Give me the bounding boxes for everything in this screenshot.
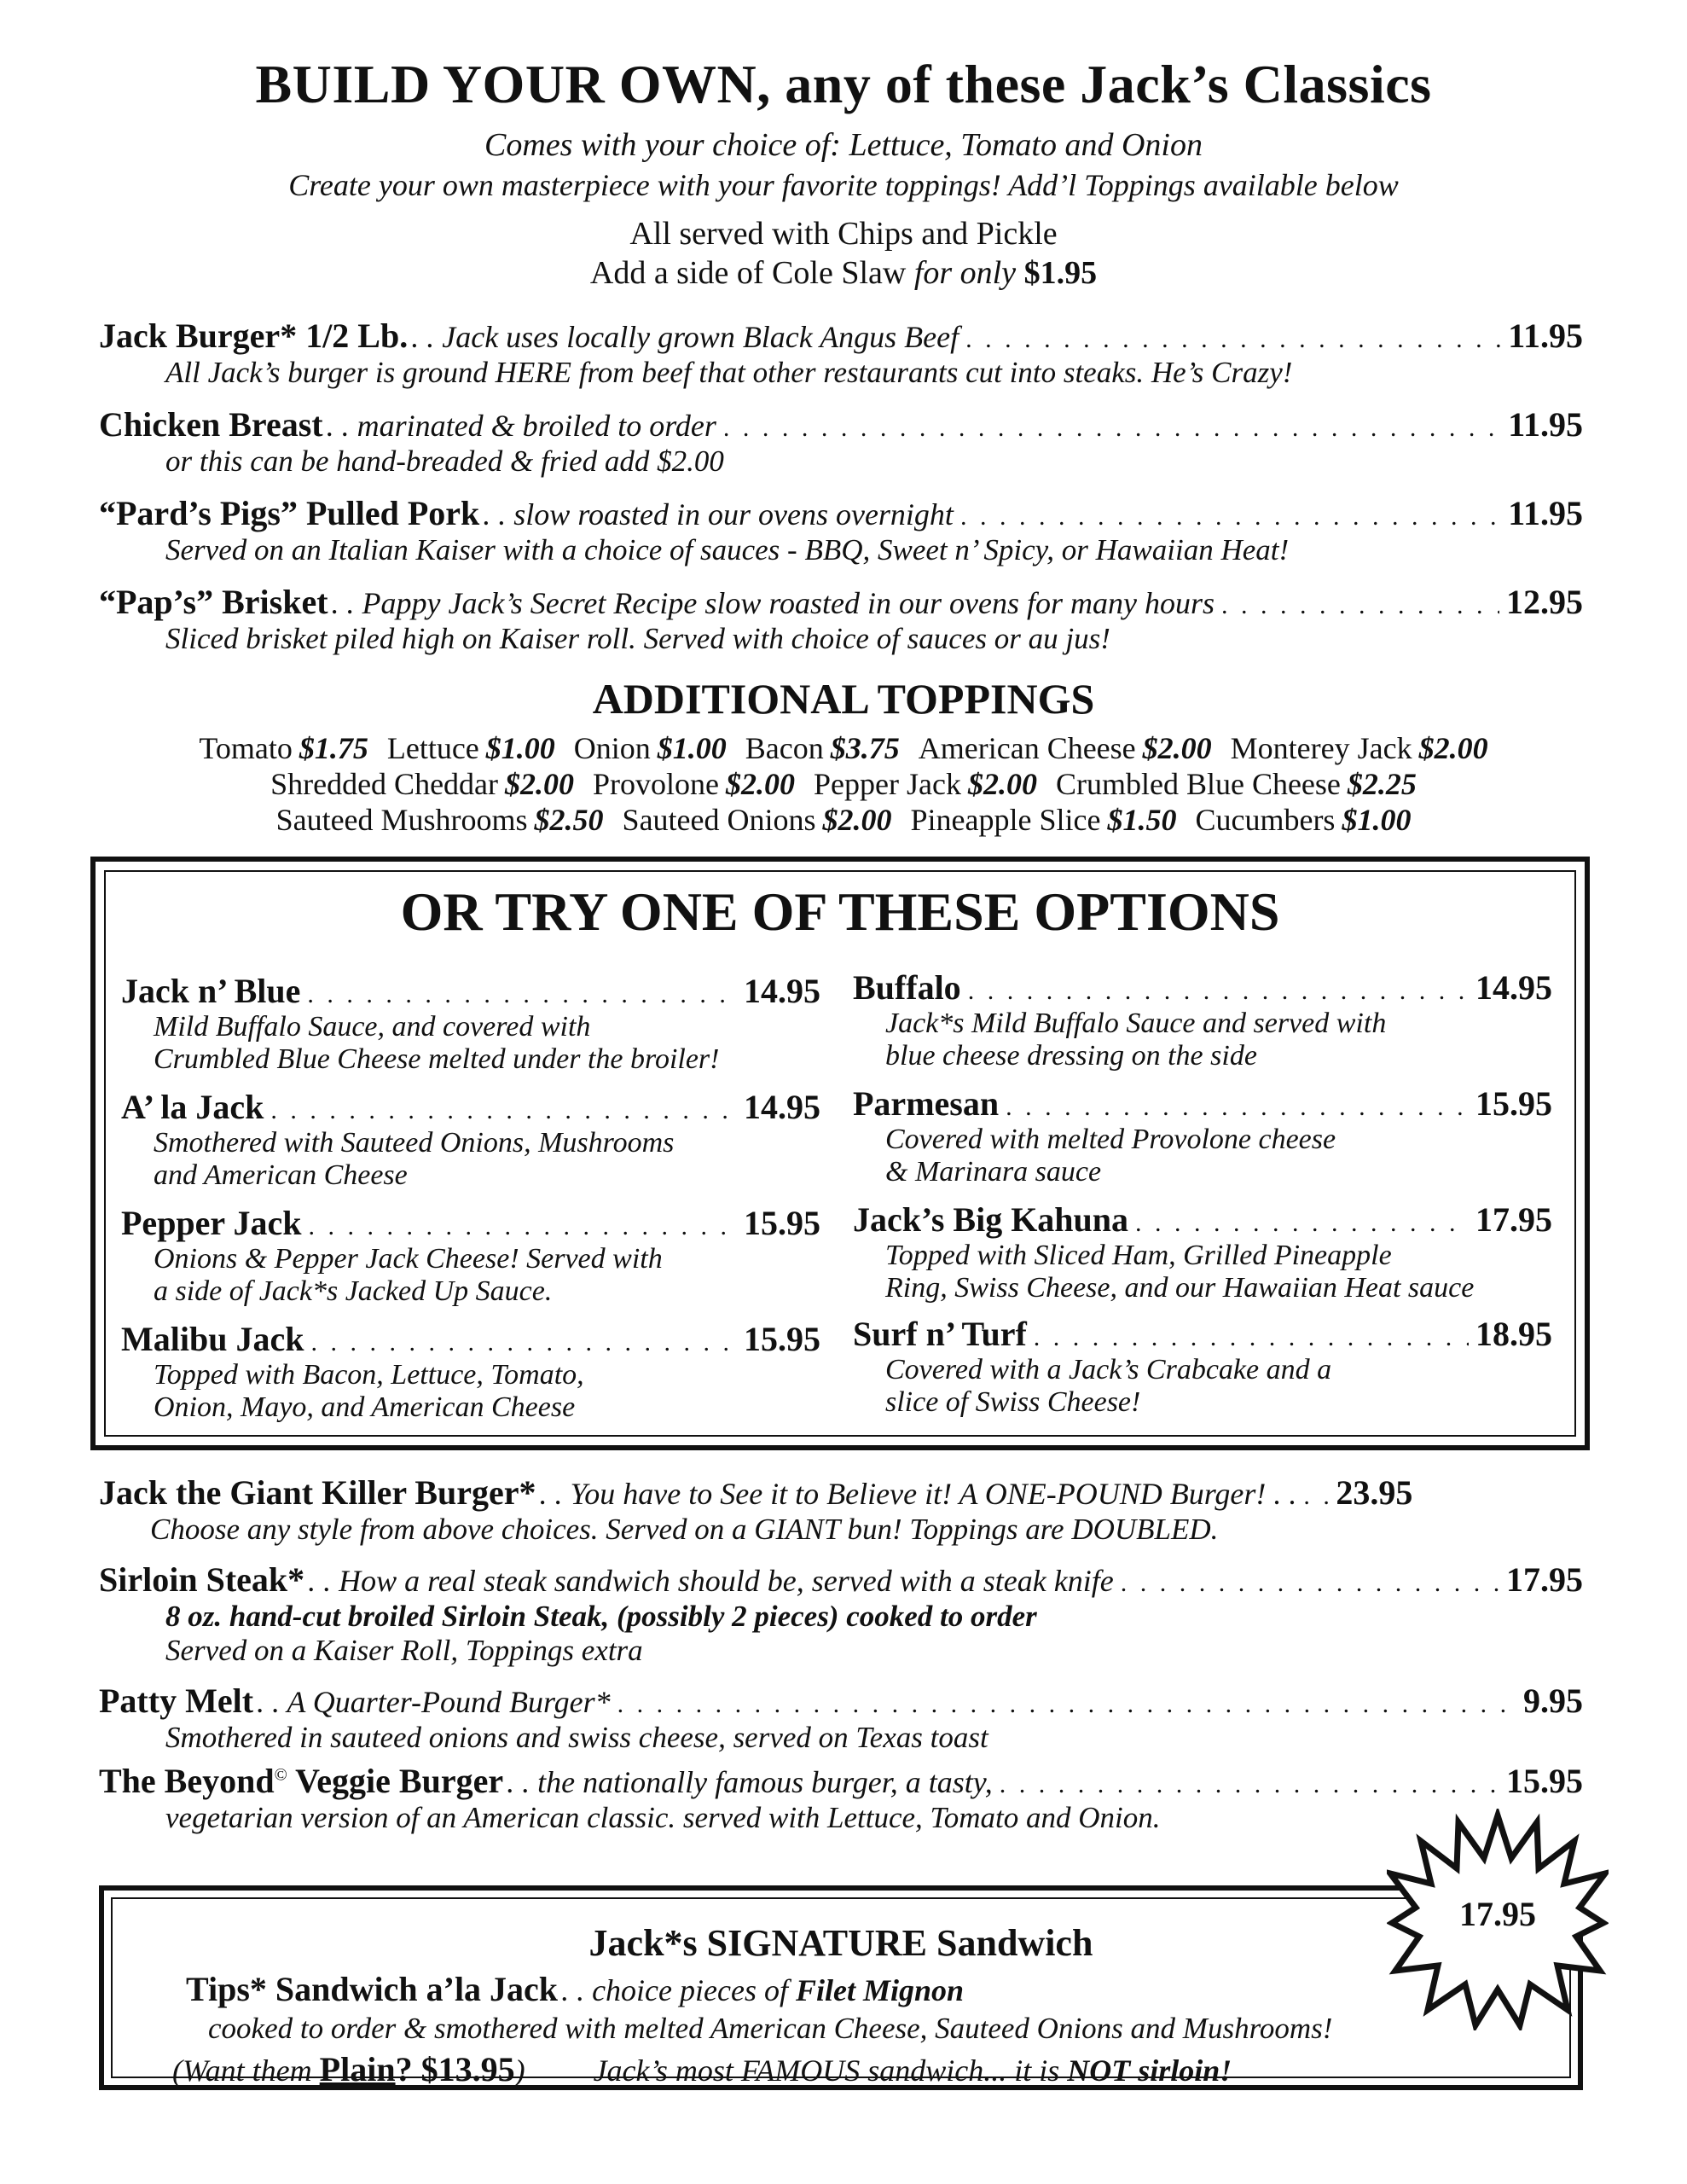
topping-name: Sauteed Mushrooms [275, 803, 528, 837]
item-price: 11.95 [1508, 405, 1583, 444]
topping-price: $2.25 [1347, 767, 1417, 801]
topping-price: $2.00 [726, 767, 796, 801]
leader-dots [310, 1328, 737, 1357]
signature-name: Tips* Sandwich a’la Jack [186, 1970, 559, 2008]
not-sirloin-text: NOT sirloin! [1067, 2053, 1232, 2088]
signature-filet: Filet Mignon [795, 1973, 965, 2007]
options-title: OR TRY ONE OF THESE OPTIONS [400, 881, 1280, 942]
leader-dots [1121, 1569, 1499, 1598]
item-desc: . . You have to See it to Believe it! A ONE-POUND Burger! . . [539, 1477, 1297, 1511]
topping-name: Cucumbers [1195, 803, 1336, 837]
item-note: or this can be hand-breaded & fried add $2.00 [165, 444, 724, 478]
option-jack-n-blue [121, 971, 820, 1076]
item-price: 15.95 [1506, 1762, 1583, 1800]
topping-name: Pepper Jack [814, 767, 961, 801]
topping-price: $1.00 [485, 731, 555, 765]
leader-dots [308, 1212, 737, 1241]
leader-dots [1006, 1093, 1469, 1122]
plain-price: ? $13.95 [395, 2050, 515, 2088]
leader-dots [1000, 1770, 1499, 1799]
option-price: 18.95 [1475, 1315, 1552, 1353]
plain-text: (Want them [172, 2053, 320, 2088]
topping-name: Pineapple Slice [910, 803, 1101, 837]
option-surf-n-turf [853, 1314, 1552, 1419]
signature-price: 17.95 [1459, 1895, 1536, 1933]
menu-item-chicken-breast [99, 404, 1583, 479]
option-desc-2: Ring, Swiss Cheese, and our Hawaiian Heat sauce [885, 1272, 1475, 1304]
signature-box [99, 1885, 1583, 2090]
header-chips-line: All served with Chips and Pickle [629, 216, 1058, 252]
option-name: Surf n’ Turf [853, 1315, 1027, 1353]
toppings-row-2 [0, 766, 1687, 802]
topping-name: Monterey Jack [1230, 731, 1412, 765]
item-desc: . . slow roasted in our ovens overnight [483, 497, 954, 531]
signature-plain-line [172, 2049, 1232, 2089]
signature-desc-2: cooked to order & smothered with melted American Cheese, Sauteed Onions and Mushrooms! [208, 2012, 1333, 2045]
item-note-2: Served on a Kaiser Roll, Toppings extra [165, 1634, 643, 1667]
option-price: 14.95 [744, 1088, 820, 1126]
item-name-part: The Beyond [99, 1762, 275, 1800]
leader-dots [968, 977, 1469, 1006]
header-choice-line: Comes with your choice of: Lettuce, Tomato and Onion [484, 127, 1203, 163]
option-name: Jack’s Big Kahuna [853, 1200, 1129, 1239]
topping-price: $2.00 [1142, 731, 1212, 765]
option-price: 14.95 [744, 972, 820, 1010]
option-desc-1: Topped with Sliced Ham, Grilled Pineapple [885, 1240, 1392, 1271]
topping-price: $1.00 [657, 731, 727, 765]
option-desc-1: Onions & Pepper Jack Cheese! Served with [154, 1243, 663, 1275]
option-name: Malibu Jack [121, 1320, 304, 1358]
item-price: 17.95 [1506, 1560, 1583, 1599]
signature-title: Jack*s SIGNATURE Sandwich [588, 1922, 1093, 1964]
menu-item-pulled-pork [99, 493, 1583, 567]
option-desc-2: Onion, Mayo, and American Cheese [154, 1391, 576, 1423]
topping-price: $3.75 [830, 731, 900, 765]
leader-dots [965, 325, 1501, 354]
topping-name: American Cheese [918, 731, 1136, 765]
option-price: 17.95 [1475, 1200, 1552, 1239]
item-note: vegetarian version of an American classic. served with Lettuce, Tomato and Onion. [165, 1801, 1161, 1834]
item-desc: . . Jack uses locally grown Black Angus Beef [411, 320, 959, 354]
option-desc-1: Jack*s Mild Buffalo Sauce and served with [885, 1008, 1387, 1039]
topping-price: $2.00 [505, 767, 575, 801]
toppings-title: ADDITIONAL TOPPINGS [592, 675, 1095, 723]
item-price: 11.95 [1508, 317, 1583, 355]
option-price: 15.95 [1475, 1084, 1552, 1123]
item-note: 8 oz. hand-cut broiled Sirloin Steak, (possibly 2 pieces) cooked to order [165, 1600, 1037, 1633]
leader-dots [723, 414, 1501, 443]
option-malibu-jack [121, 1319, 820, 1424]
leader-dots [1303, 1482, 1329, 1511]
option-parmesan [853, 1083, 1552, 1188]
option-desc-1: Smothered with Sauteed Onions, Mushrooms [154, 1127, 675, 1159]
item-note: Choose any style from above choices. Served on a GIANT bun! Toppings are DOUBLED. [150, 1513, 1219, 1546]
item-price: 12.95 [1506, 583, 1583, 621]
item-price: 11.95 [1508, 494, 1583, 532]
topping-price: $2.50 [534, 803, 604, 837]
page-title: BUILD YOUR OWN, any of these Jack’s Classics [255, 54, 1432, 114]
leader-dots [1221, 591, 1499, 620]
toppings-row-1 [0, 730, 1687, 766]
leader-dots [617, 1690, 1516, 1719]
item-name: Patty Melt [99, 1682, 254, 1720]
option-desc-1: Covered with a Jack’s Crabcake and a [885, 1354, 1332, 1385]
option-pepper-jack [121, 1203, 820, 1308]
item-desc: . . How a real steak sandwich should be, served with a steak knife [308, 1564, 1114, 1598]
plain-close: ) [514, 2053, 525, 2088]
item-desc: . . Pappy Jack’s Secret Recipe slow roasted in our ovens for many hours [331, 586, 1215, 620]
topping-name: Lettuce [386, 731, 479, 765]
option-desc-1: Covered with melted Provolone cheese [885, 1124, 1336, 1155]
option-desc-2: blue cheese dressing on the side [885, 1040, 1257, 1072]
option-a-la-jack [121, 1087, 820, 1192]
leader-dots [1034, 1323, 1469, 1352]
coleslaw-price: $1.95 [1016, 255, 1098, 291]
plain-word: Plain [319, 2050, 396, 2088]
item-desc: . . the nationally famous burger, a tasty, [507, 1765, 993, 1799]
item-name: “Pap’s” Brisket [99, 583, 328, 621]
topping-name: Provolone [593, 767, 720, 801]
item-note: Smothered in sauteed onions and swiss cheese, served on Texas toast [165, 1721, 988, 1754]
item-note: Served on an Italian Kaiser with a choice of sauces - BBQ, Sweet n’ Spicy, or Hawaiian Heat! [165, 533, 1290, 566]
item-desc: . . marinated & broiled to order [326, 409, 716, 443]
menu-item-giant-killer [99, 1472, 1583, 1547]
item-name [99, 1761, 503, 1801]
topping-price: $2.00 [1418, 731, 1488, 765]
item-name: Jack the Giant Killer Burger* [99, 1473, 536, 1512]
topping-price: $1.00 [1342, 803, 1412, 837]
topping-price: $1.75 [299, 731, 368, 765]
item-name: “Pard’s Pigs” Pulled Pork [99, 494, 480, 532]
option-price: 15.95 [744, 1320, 820, 1358]
coleslaw-for-only: for only [913, 255, 1017, 291]
option-name: Pepper Jack [121, 1204, 302, 1242]
option-name: Parmesan [853, 1084, 1000, 1123]
option-desc-1: Topped with Bacon, Lettuce, Tomato, [154, 1359, 584, 1391]
option-desc-2: & Marinara sauce [885, 1156, 1102, 1188]
topping-name: Tomato [199, 731, 293, 765]
coleslaw-text: Add a side of Cole Slaw [589, 255, 914, 291]
leader-dots [1135, 1209, 1469, 1238]
item-name-part: Veggie Burger [287, 1762, 504, 1800]
topping-name: Onion [573, 731, 651, 765]
option-desc-2: slice of Swiss Cheese! [885, 1386, 1141, 1418]
item-desc: . . A Quarter-Pound Burger* [257, 1685, 611, 1719]
option-desc-2: and American Cheese [154, 1159, 408, 1191]
topping-name: Sauteed Onions [622, 803, 816, 837]
leader-dots [270, 1096, 737, 1125]
famous-text: Jack’s most FAMOUS sandwich... it is [593, 2053, 1068, 2088]
signature-item [186, 1969, 964, 2009]
option-buffalo [853, 967, 1552, 1072]
menu-item-jack-burger [99, 316, 1583, 390]
option-desc-2: a side of Jack*s Jacked Up Sauce. [154, 1275, 553, 1307]
item-name: Chicken Breast [99, 405, 323, 444]
option-name: Buffalo [853, 968, 961, 1007]
header-toppings-line: Create your own masterpiece with your favorite toppings! Add’l Toppings available below [288, 168, 1399, 202]
topping-name: Bacon [745, 731, 824, 765]
topping-name: Crumbled Blue Cheese [1055, 767, 1341, 801]
topping-price: $2.00 [967, 767, 1037, 801]
topping-price: $1.50 [1107, 803, 1177, 837]
menu-item-beyond-burger [99, 1761, 1583, 1835]
item-note: Sliced brisket piled high on Kaiser roll. Served with choice of sauces or au jus! [165, 622, 1110, 655]
signature-desc: . . choice pieces of [561, 1973, 796, 2007]
item-price: 9.95 [1523, 1682, 1583, 1720]
item-price: 23.95 [1336, 1473, 1413, 1512]
menu-item-brisket [99, 582, 1583, 656]
leader-dots [960, 502, 1501, 531]
option-price: 15.95 [744, 1204, 820, 1242]
item-name: Jack Burger* 1/2 Lb. [99, 317, 409, 355]
option-big-kahuna [853, 1199, 1552, 1304]
option-name: Jack n’ Blue [121, 972, 301, 1010]
options-box [90, 857, 1590, 1450]
item-note: All Jack’s burger is ground HERE from beef that other restaurants cut into steaks. He’s Crazy! [165, 356, 1293, 389]
toppings-row-3 [0, 802, 1687, 838]
option-price: 14.95 [1475, 968, 1552, 1007]
topping-name: Shredded Cheddar [270, 767, 499, 801]
topping-price: $2.00 [822, 803, 892, 837]
header-coleslaw-line [0, 254, 1687, 292]
option-desc-2: Crumbled Blue Cheese melted under the broiler! [154, 1043, 720, 1075]
item-name: Sirloin Steak* [99, 1560, 305, 1599]
menu-item-sirloin-steak [99, 1560, 1583, 1668]
leader-dots [307, 980, 737, 1009]
option-name: A’ la Jack [121, 1088, 264, 1126]
option-desc-1: Mild Buffalo Sauce, and covered with [154, 1011, 591, 1043]
copyright-mark: © [274, 1765, 287, 1785]
menu-item-patty-melt [99, 1681, 1583, 1755]
